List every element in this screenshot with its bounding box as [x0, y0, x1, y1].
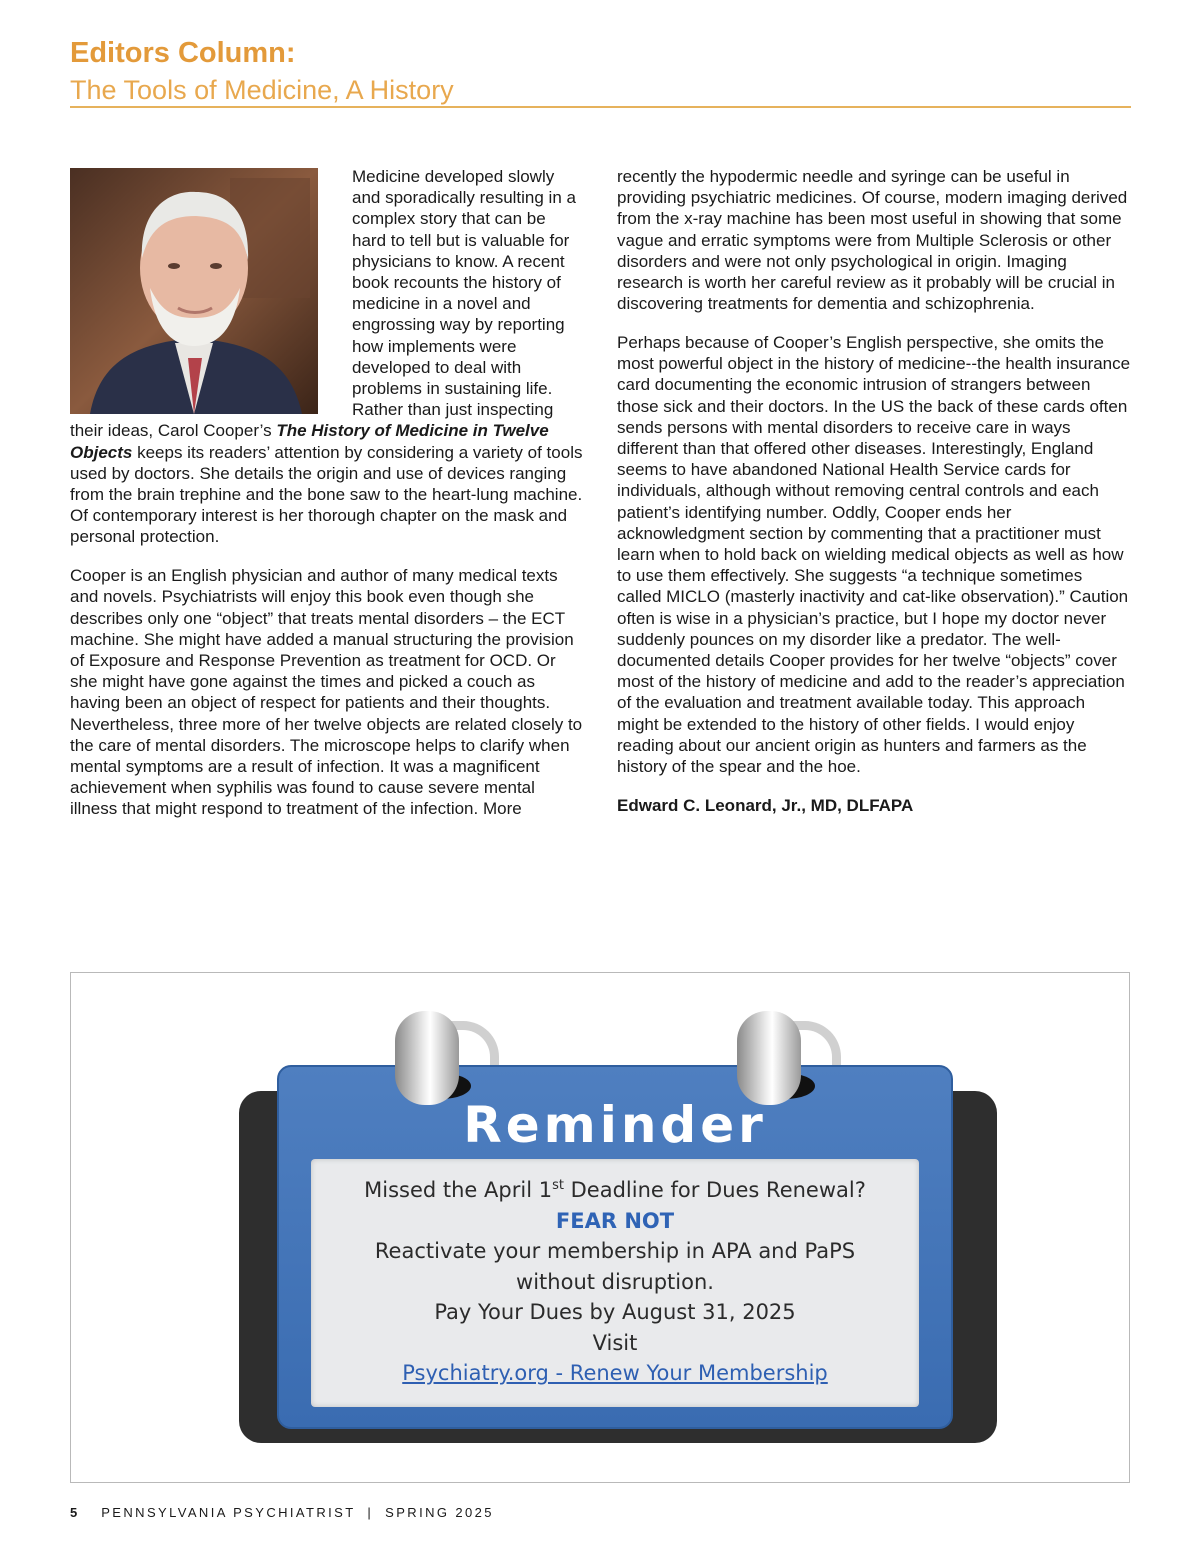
- reminder-line-pay-dues: Pay Your Dues by August 31, 2025: [434, 1300, 796, 1324]
- author-byline: Edward C. Leonard, Jr., MD, DLFAPA: [617, 795, 914, 815]
- article-column-left: [70, 166, 584, 837]
- reminder-heading: Reminder: [463, 1096, 767, 1154]
- reminder-line-reactivate: Reactivate your membership in APA and PaPS: [374, 1239, 856, 1263]
- article-title: The Tools of Medicine, A History: [70, 75, 454, 105]
- header-divider: [70, 106, 1131, 108]
- reminder-card: [311, 1159, 919, 1407]
- article-paragraph-1-rest: keeps its readers’ attention by considering a variety of tools used by doctors. She details the origin and use of devices ranging from the brain trephine and the bone saw to the heart-lung machine. Of contemporary interest is her thorough chapter on the mask and personal protection.: [70, 442, 583, 547]
- page-footer: [70, 1505, 494, 1520]
- reminder-line-deadline-text: Missed the April 1: [364, 1178, 553, 1202]
- reminder-line-deadline-rest: Deadline for Dues Renewal?: [563, 1178, 866, 1202]
- dues-reminder-ad: [70, 972, 1130, 1483]
- reminder-line-visit: Visit: [592, 1330, 638, 1355]
- author-portrait-image: [70, 168, 318, 414]
- column-header: [70, 34, 1131, 108]
- publication-name: PENNSYLVANIA PSYCHIATRIST | SPRING 2025: [101, 1505, 494, 1520]
- column-title: Editors Column:: [70, 37, 296, 69]
- book-title: The History of Medicine in Twelve Objects: [70, 421, 549, 462]
- article-paragraph-2: Cooper is an English physician and author of many medical texts and novels. Psychiatrists will enjoy this book even though she describes only one “object” that treats mental disorders – the ECT machine. She might have added a manual structuring the provision of Exposure and Response Prevention as treatment for OCD. Or she might have gone against the times and picked a couch as having been an object of respect for patients and their thoughts. Nevertheless, three more of her twelve objects are related closely to the care of mental disorders. The microscope helps to clarify when mental symptoms are a result of infection. It was a magnificent achievement when syphilis was found to cause severe mental illness that might respond to treatment of the infection. More: [70, 566, 583, 819]
- reminder-line-deadline: [311, 1171, 919, 1206]
- article-paragraph-4: Perhaps because of Cooper’s English perspective, she omits the most powerful object in the history of medicine--the health insurance card documenting the economic intrusion of strangers between those sick and their doctors. In the US the back of these cards often sends persons with mental disorders to receive care in ways different than that offered other diseases. Interestingly, England seems to have abandoned National Health Service cards for individuals, although without removing central controls and each patient’s identifying number. Oddly, Cooper ends her acknowledgment section by commenting that a practitioner must learn when to hold back on wielding medical objects as well as how to use them effectively. She suggests “a technique sometimes called MICLO (masterly inactivity and cat-like observation).” Caution often is wise in a physician’s practice, but I hope my doctor never suddenly pounces on my disorder like a predator. The well-documented details Cooper provides for her twelve “objects” cover most of the history of medicine and add to the reader’s appreciation of the evaluation and treatment available today. This approach might be extended to the history of other fields. I would enjoy reading about our ancient origin as hunters and farmers as the history of the spear and the hoe.: [617, 332, 1131, 776]
- renew-membership-link[interactable]: Psychiatry.org - Renew Your Membership: [402, 1361, 828, 1385]
- article-paragraph-1-intro: Medicine developed slowly and sporadically resulting in a complex story that can be hard to tell but is valuable for physicians to know. A recent book recounts the history of medicine in a novel and engrossing way by reporting how implements were developed to deal with problems in sustaining life. Rather than just inspecting their ideas, Carol Cooper’s: [70, 167, 576, 441]
- reminder-line-fear-not: FEAR NOT: [555, 1208, 675, 1233]
- binder-ring-left-icon: [395, 1011, 459, 1105]
- article-column-right: [617, 166, 1131, 833]
- author-portrait: [70, 168, 318, 414]
- article-paragraph-3: recently the hypodermic needle and syringe can be useful in providing psychiatric medicines. Of course, modern imaging derived from the x-ray machine has been most useful in showing that some vague and erratic symptoms were from Multiple Sclerosis or other disorders and were not only psychological in origin. Imaging research is worth her careful review as it probably will be crucial in discovering treatments for dementia and schizophrenia.: [617, 167, 1128, 314]
- page-number: 5: [70, 1505, 78, 1520]
- binder-ring-right-icon: [737, 1011, 801, 1105]
- ordinal-suffix: st: [552, 1178, 564, 1193]
- reminder-line-disruption: without disruption.: [516, 1269, 714, 1294]
